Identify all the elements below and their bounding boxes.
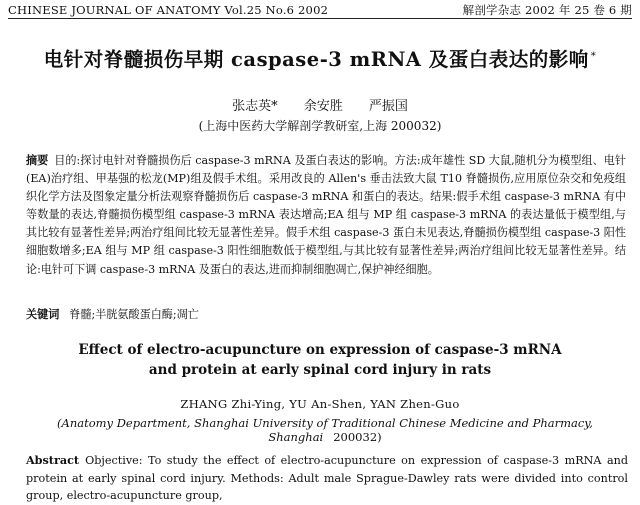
article-title-cn [0,44,640,72]
abstract-en [26,452,628,505]
header-rule [8,18,632,19]
title-cn-text: 电针对脊髓损伤早期 caspase-3 mRNA 及蛋白表达的影响 [43,48,589,71]
author-cn: 张志英* [232,99,278,114]
author-cn: 严振国 [368,99,408,114]
affiliation-en [30,416,620,444]
keywords-cn-label: 关键词 [26,308,60,321]
keywords-cn-text: 脊髓;半胱氨酸蛋白酶;凋亡 [69,308,199,321]
authors-en: ZHANG Zhi-Ying, YU An-Shen, YAN Zhen-Guo [180,397,460,411]
affiliation-cn: (上海中医药大学解剖学教研室,上海 200032) [198,119,442,133]
authors-cn [0,95,640,114]
title-en-line: Effect of electro-acupuncture on expression of caspase-3 mRNA [78,342,562,358]
abstract-en-label: Abstract [26,453,80,467]
title-footnote-mark: * [590,50,597,62]
abstract-cn-text: 目的:探讨电针对脊髓损伤后 caspase-3 mRNA 及蛋白表达的影响。方法:成年雄性 SD 大鼠,随机分为模型组、电针(EA)治疗组、甲基强的松龙(MP)组及假手术组。采用改良的 Allen's 垂击法致大鼠 T10 脊髓损伤,应用原位杂交和免疫组织化学方法及图象定量分析法观察脊髓损伤后 caspase-3 mRNA 和蛋白的表达。结果:假手术组 caspase-3 mRNA 有中等数量的表达,脊髓损伤模型组 caspase-3 mRNA 表达增高;EA 组与 MP 组 caspase-3 mRNA 的表达量低于模型组,与其比较有显著性差异;两治疗组间比较无显著性差异。假手术组 caspase-3 蛋白未见表达,脊髓损伤模型组 caspase-3 阳性细胞数增多;EA 组与 MP 组 caspase-3 阳性细胞数低于模型组,与其比较有显著性差异;两治疗组间比较无显著性差异。结论:电针可下调 caspase-3 mRNA 及蛋白的表达,进而抑制细胞凋亡,保护神经细胞。 [26,154,626,276]
abstract-en-text: Objective: To study the effect of electro-acupuncture on expression of caspase-3 mRNA and protein at early spinal cord injury. Methods: Adult male Sprague-Dawley rats were divided into control group, electro-acupuncture group, [26,454,628,502]
affiliation-en-text: (Anatomy Department, Shanghai University of Traditional Chinese Medicine and Pharmacy, Shanghai [57,416,593,444]
journal-header: CHINESE JOURNAL OF ANATOMY Vol.25 No.6 2002 [8,3,329,17]
journal-header-cn: 解剖学杂志 2002 年 25 卷 6 期 [462,3,632,17]
abstract-cn-label: 摘要 [26,154,49,167]
article-title-en [0,340,640,380]
author-cn: 余安胜 [303,99,343,114]
keywords-cn [26,306,626,322]
title-en-line: and protein at early spinal cord injury in rats [148,362,492,378]
postal-code: 200032) [333,430,382,444]
running-head [8,2,632,18]
abstract-cn [26,152,626,279]
